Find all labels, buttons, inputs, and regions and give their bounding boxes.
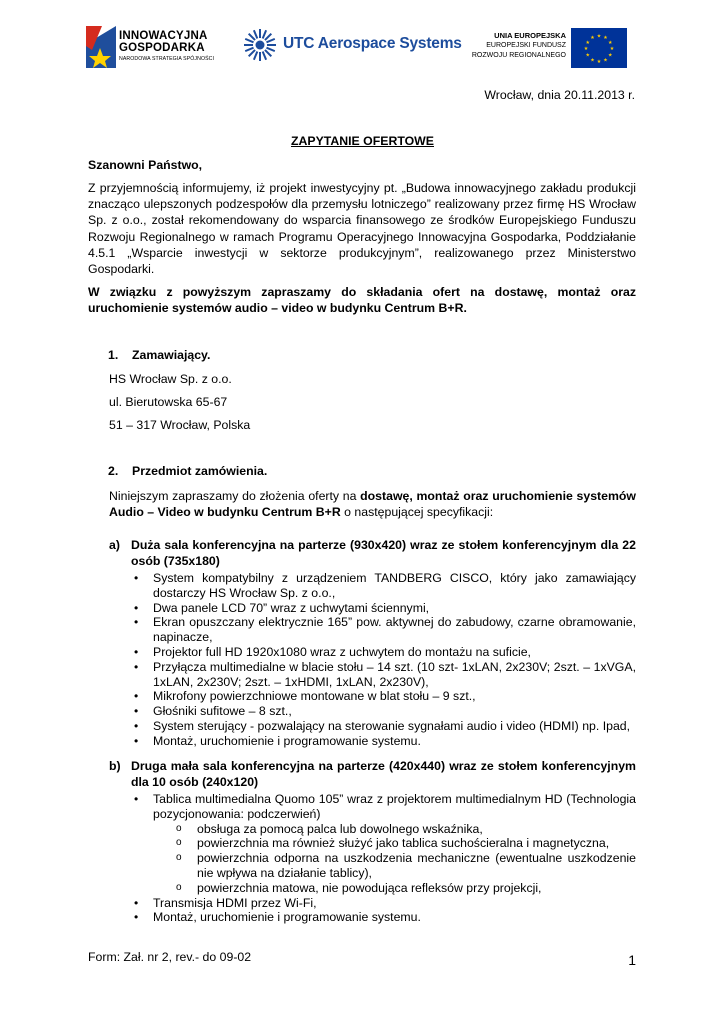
bullet-icon: •	[134, 792, 139, 806]
document-date: Wrocław, dnia 20.11.2013 r.	[484, 88, 635, 102]
utc-sunburst-icon	[243, 28, 277, 62]
list-item: • System kompatybilny z urządzeniem TANDBERG CISCO, który jako zamawiający dostarczy HS Wrocław Sp. z o.o.,	[134, 571, 636, 600]
list-item: • Montaż, uruchomienie i programowanie systemu.	[134, 733, 421, 748]
list-subitem: o obsługa za pomocą palca lub dowolnego wskaźnika,	[176, 821, 483, 836]
bullet-icon: •	[134, 704, 139, 719]
list-item: • Montaż, uruchomienie i programowanie systemu.	[134, 910, 421, 925]
ig-logo-line3: NARODOWA STRATEGIA SPÓJNOŚCI	[119, 56, 215, 62]
circle-bullet-icon: o	[176, 822, 182, 834]
list-item: • Przyłącza multimedialne w blacie stołu – 14 szt. (10 szt- 1xLAN, 2x230V; 2szt. – 1xVGA, 1xLAN, 2x230V; 2szt. – 1xHDMI, 1xLAN, 2x230V),	[134, 659, 636, 689]
section2-intro-pre: Niniejszym zapraszamy do złożenia oferty na	[109, 489, 361, 503]
svg-text:★: ★	[583, 46, 589, 52]
item-b-bullet-list	[131, 792, 636, 925]
eu-flag-icon	[571, 28, 627, 68]
list-item: • Głośniki sufitowe – 8 szt.,	[134, 704, 292, 719]
svg-text:★: ★	[608, 52, 613, 59]
bullet-icon: •	[134, 644, 139, 659]
eu-logo-line2: EUROPEJSKI FUNDUSZ	[486, 42, 566, 49]
circle-bullet-icon: o	[176, 852, 182, 864]
list-item: • Transmisja HDMI przez Wi-Fi,	[134, 895, 317, 910]
eu-logo-line3: ROZWOJU REGIONALNEGO	[471, 52, 566, 59]
ig-star-icon	[86, 26, 116, 68]
svg-text:★: ★	[609, 46, 615, 52]
svg-text:★: ★	[585, 40, 590, 46]
item-a-title: Duża sala konferencyjna na parterze (930x420) wraz ze stołem konferencyjnym dla 22 osób (735x180)	[131, 538, 636, 569]
bullet-icon: •	[134, 689, 139, 704]
section1-line: HS Wrocław Sp. z o.o.	[109, 372, 232, 386]
item-b-letter: b)	[109, 759, 121, 773]
item-a-bullet-list	[131, 571, 636, 749]
list-item: • Ekran opuszczany elektrycznie 165” pow. aktywnej do zabudowy, czarne obramowanie, napinacze,	[134, 615, 636, 645]
list-item: • Mikrofony powierzchniowe montowane w blat stołu – 9 szt.,	[134, 689, 476, 704]
item-a-heading	[109, 537, 636, 571]
item-b-heading	[109, 758, 636, 792]
svg-text:★: ★	[603, 57, 608, 64]
circle-bullet-icon: o	[176, 837, 182, 849]
list-item: • System sterujący - pozwalający na sterowanie sygnałami audio i video (HDMI) np. Ipad,	[134, 718, 631, 733]
utc-logo-text: UTC Aerospace Systems	[283, 35, 462, 52]
bullet-icon: •	[134, 895, 139, 910]
intro-paragraph: Z przyjemnością informujemy, iż projekt inwestycyjny pt. „Budowa innowacyjnego zakładu produkcji znacząco ulepszonych podzespołów dla przemysłu lotniczego” realizowany przez firmę HS Wrocław Sp. z o.o., został rekomendowany do wsparcia finansowego ze środków Europejskiego Funduszu Rozwoju Regionalnego w ramach Programu Operacyjnego Innowacyjna Gospodarka, Poddziałanie 4.5.1 „Wsparcie inwestycji w sektorze produkcyjnym”, realizowanego przez Ministerstwo Gospodarki.	[88, 181, 636, 277]
svg-text:★: ★	[608, 40, 613, 46]
bullet-icon: •	[134, 733, 139, 748]
section2-intro	[109, 488, 636, 520]
bullet-icon: •	[134, 718, 139, 733]
list-subitem: o powierzchnia ma również służyć jako tablica suchościeralna i magnetyczna,	[176, 836, 610, 851]
section2-number: 2.	[108, 464, 119, 478]
item-a-letter: a)	[109, 538, 120, 552]
page-number: 1	[628, 952, 636, 968]
section2-title: Przedmiot zamówienia.	[132, 464, 268, 478]
innowacyjna-gospodarka-logo	[86, 26, 236, 70]
section2-intro-bold: dostawę, montaż oraz uruchomienie systemów Audio – Video w budynku Centrum B+R	[109, 489, 636, 520]
svg-text:★: ★	[590, 35, 595, 42]
section1-line: 51 – 317 Wrocław, Polska	[109, 418, 251, 432]
document-title: ZAPYTANIE OFERTOWE	[290, 134, 434, 148]
list-item: • Projektor full HD 1920x1080 wraz z uchwytem do montażu na suficie,	[134, 644, 531, 659]
bullet-icon: •	[134, 600, 139, 615]
section2-heading	[108, 464, 267, 478]
section1-title: Zamawiający.	[132, 348, 211, 362]
svg-text:★: ★	[596, 33, 602, 40]
bullet-icon: •	[134, 615, 139, 630]
bullet-icon: •	[134, 659, 139, 674]
section2-intro-post: o następującej specyfikacji:	[340, 505, 494, 520]
svg-text:★: ★	[585, 52, 590, 59]
list-item: • Tablica multimedialna Quomo 105” wraz z projektorem multimedialnym HD (Technologia pozycjonowania: podczerwień)	[134, 792, 636, 821]
list-item: • Dwa panele LCD 70” wraz z uchwytami ściennymi,	[134, 600, 430, 615]
section1-number: 1.	[108, 348, 119, 362]
section1-line: ul. Bierutowska 65-67	[109, 395, 228, 409]
circle-bullet-icon: o	[176, 881, 182, 893]
eu-stars-icon	[571, 28, 627, 68]
svg-text:★: ★	[603, 35, 608, 42]
eu-logo-line1: UNIA EUROPEJSKA	[494, 31, 566, 40]
list-subitem: o powierzchnia matowa, nie powodująca refleksów przy projekcji,	[176, 880, 542, 895]
section1-heading	[108, 348, 210, 362]
bullet-icon: •	[134, 910, 139, 925]
ig-logo-line2: GOSPODARKA	[119, 42, 205, 54]
bullet-icon: •	[134, 571, 139, 585]
eu-fund-logo	[468, 28, 630, 68]
list-subitem: o powierzchnia odporna na uszkodzenia mechaniczne (ewentualne uszkodzenie nie wpływa na działanie tablicy),	[176, 851, 636, 880]
svg-text:★: ★	[590, 57, 595, 64]
greeting: Szanowni Państwo,	[88, 158, 203, 172]
ig-logo-line1: INNOWACYJNA	[119, 30, 208, 42]
invitation-paragraph: W związku z powyższym zapraszamy do składania ofert na dostawę, montaż oraz uruchomienie systemów audio – video w budynku Centrum B+R.	[88, 285, 636, 316]
footer-form-label: Form: Zał. nr 2, rev.- do 09-02	[88, 950, 252, 964]
svg-text:★: ★	[596, 59, 602, 65]
utc-aerospace-logo	[243, 28, 462, 62]
item-b-title: Druga mała sala konferencyjna na parterze (420x440) wraz ze stołem konferencyjnym dla 10 osób (240x120)	[131, 759, 636, 790]
